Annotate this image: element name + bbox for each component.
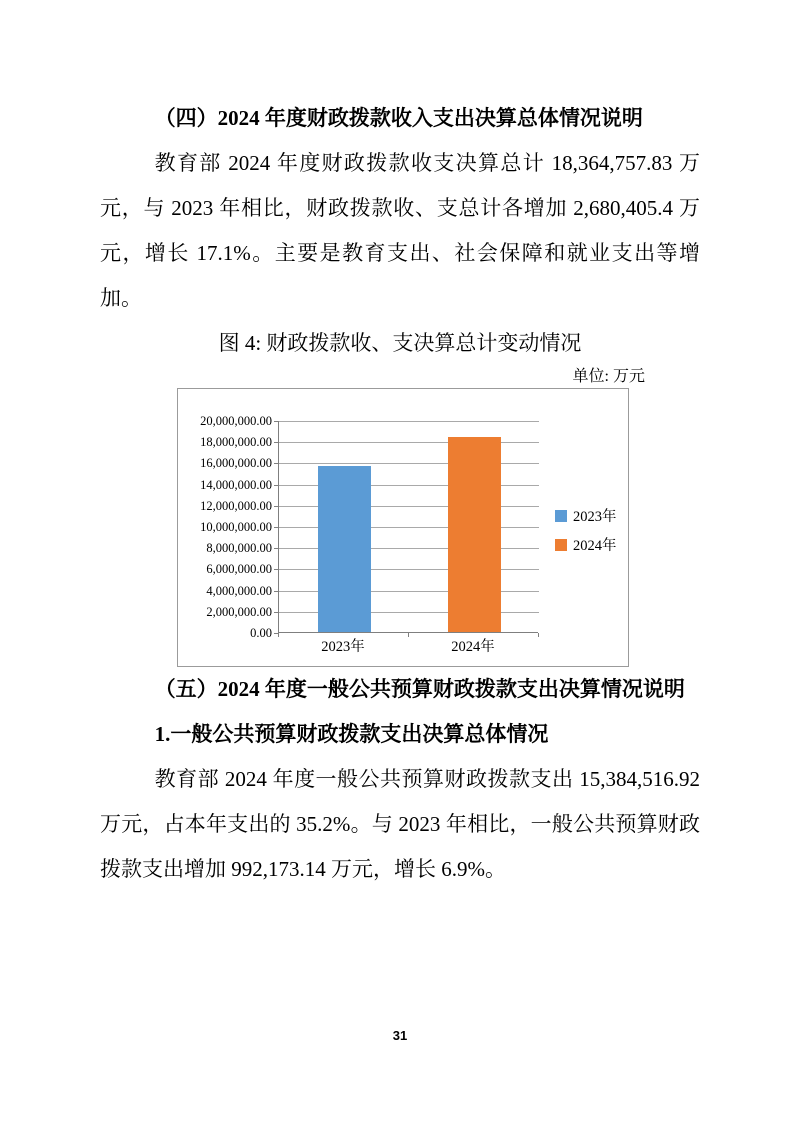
chart-legend [555,505,617,555]
y-tick-mark [274,442,278,443]
section4-paragraph: 教育部 2024 年度财政拨款收支决算总计 18,364,757.83 万元，与 2023 年相比，财政拨款收、支总计各增加 2,680,405.4 万元，增长 17.1%。主要是教育支出、社会保障和就业支出等增加。 [100,151,700,310]
legend-label: 2024年 [573,538,617,554]
x-tick-mark [538,633,539,637]
plot-area [278,421,538,633]
x-tick-label: 2024年 [451,639,495,655]
y-tick-mark [274,569,278,570]
y-tick-label: 4,000,000.00 [206,583,272,598]
y-tick-mark [274,612,278,613]
y-tick-label: 20,000,000.00 [200,414,272,428]
unit-label: 单位: 万元 [572,368,645,385]
y-tick-mark [274,527,278,528]
x-tick-label: 2023年 [321,639,365,655]
y-tick-mark [274,485,278,486]
section5-heading: （五）2024 年度一般公共预算财政拨款支出决算情况说明 [154,677,685,701]
y-tick-mark [274,548,278,549]
y-tick-label: 16,000,000.00 [200,456,272,471]
y-tick-mark [274,421,278,422]
y-tick-mark [274,591,278,592]
section5-paragraph: 教育部 2024 年度一般公共预算财政拨款支出 15,384,516.92 万元，占本年支出的 35.2%。与 2023 年相比，一般公共预算财政拨款支出增加 992,173.14 万元，增长 6.9%。 [100,767,700,881]
y-tick-label: 8,000,000.00 [206,541,272,556]
y-tick-label: 10,000,000.00 [200,520,272,534]
x-tick-mark [408,633,409,637]
legend-label: 2023年 [573,509,617,525]
chart-gridline [279,421,539,422]
legend-swatch-icon [555,539,567,551]
y-tick-label: 0.00 [250,626,272,640]
y-tick-label: 6,000,000.00 [206,562,272,577]
y-tick-label: 14,000,000.00 [200,477,272,492]
x-tick-mark [278,633,279,637]
y-tick-mark [274,463,278,464]
y-tick-label: 18,000,000.00 [200,435,272,450]
figure-chart [177,388,629,667]
bar-2023年 [318,466,371,632]
figure-caption: 图 4: 财政拨款收、支决算总计变动情况 [218,331,582,355]
legend-entry-2024年 [555,534,617,555]
section4-heading: （四）2024 年度财政拨款收入支出决算总体情况说明 [154,106,643,130]
legend-swatch-icon [555,510,567,522]
legend-entry-2023年 [555,505,617,526]
y-tick-label: 2,000,000.00 [206,604,272,619]
section5-subheading: 1.一般公共预算财政拨款支出决算总体情况 [154,722,549,746]
y-tick-mark [274,506,278,507]
y-tick-label: 12,000,000.00 [200,498,272,513]
page-content [100,96,700,892]
page-number: 31 [392,1028,408,1043]
bar-2024年 [448,437,501,632]
